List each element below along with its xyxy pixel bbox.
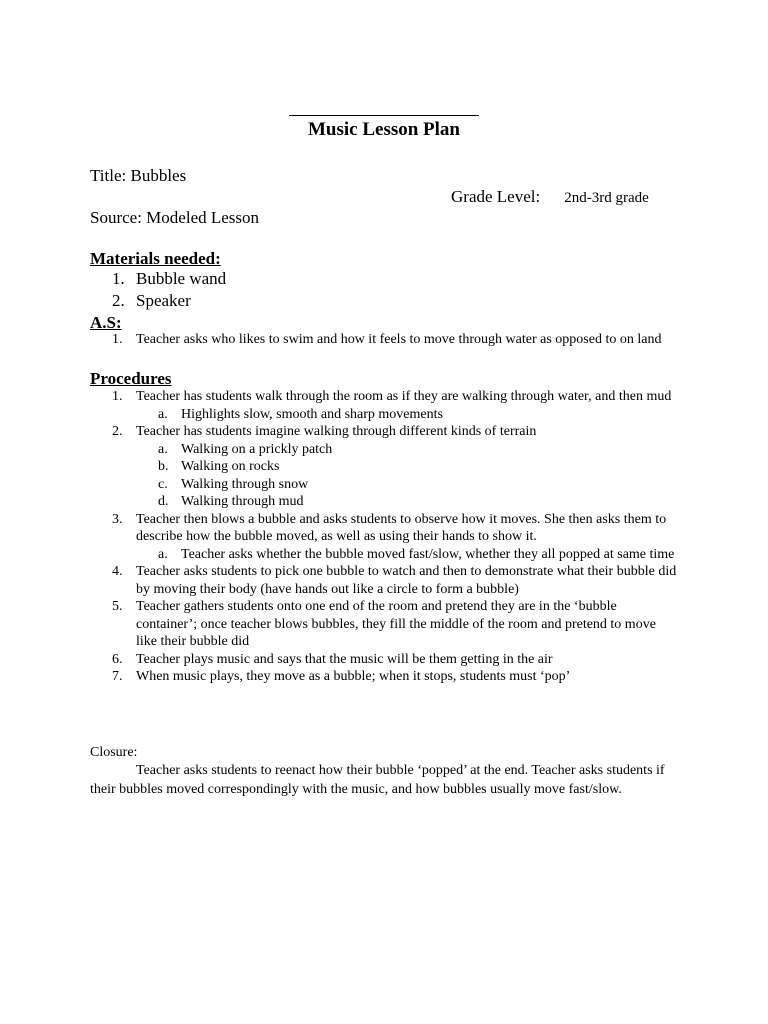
procedure-substep: a. Walking on a prickly patch — [158, 441, 333, 457]
materials-heading: Materials needed: — [90, 249, 221, 268]
as-list — [90, 331, 680, 349]
procedure-substep: a. Teacher asks whether the bubble moved fast/slow, whether they all popped at same time — [158, 546, 675, 562]
procedure-substep: b. Walking on rocks — [158, 459, 280, 474]
procedure-substep: a. Highlights slow, smooth and sharp movements — [158, 406, 443, 422]
procedure-step: 1. Teacher has students walk through the room as if they are walking through water, and then mud — [112, 389, 672, 404]
closure-paragraph: Teacher asks students to reenact how their bubble ‘popped’ at the end. Teacher asks students if their bubbles moved correspondingly with the music, and how bubbles usually move fast/slow. — [90, 763, 665, 797]
procedure-substep: c. Walking through snow — [158, 476, 309, 492]
grade-level-label: Grade Level: — [451, 187, 541, 206]
procedures-heading: Procedures — [90, 369, 172, 388]
source-line: Source: Modeled Lesson — [90, 208, 260, 227]
procedure-step: 4. Teacher asks students to pick one bubble to watch and then to demonstrate what their bubble did by moving their body (have hands out like a circle to form a bubble) — [112, 564, 677, 597]
list-item: 1. Bubble wand — [112, 269, 227, 288]
grade-level-field — [451, 187, 649, 208]
grade-level-value: 2nd-3rd grade — [564, 190, 649, 206]
closure-label: Closure: — [90, 745, 138, 760]
procedure-substep: d. Walking through mud — [158, 494, 304, 509]
page-title: Music Lesson Plan — [307, 119, 461, 140]
list-item: 1. Teacher asks who likes to swim and how it feels to move through water as opposed to on land — [112, 332, 662, 347]
as-heading: A.S: — [90, 313, 122, 332]
procedure-step: 7. When music plays, they move as a bubble; when it stops, students must ‘pop’ — [112, 669, 571, 684]
procedure-step: 6. Teacher plays music and says that the music will be them getting in the air — [112, 651, 553, 667]
lesson-title-line: Title: Bubbles — [90, 166, 187, 185]
title-rule — [289, 115, 479, 116]
procedure-step: 3. Teacher then blows a bubble and asks students to observe how it moves. She then asks them to describe how the bubble moved, as well as using their hands to show it. — [112, 511, 667, 544]
procedure-step: 2. Teacher has students imagine walking through different kinds of terrain — [112, 424, 537, 439]
materials-list — [90, 268, 690, 312]
procedure-step: 5. Teacher gathers students onto one end of the room and pretend they are in the ‘bubble container’; once teacher blows bubbles, they fill the middle of the room and pretend to move like their bubble did — [112, 599, 656, 649]
procedures-list — [90, 388, 680, 686]
list-item: 2. Speaker — [112, 291, 191, 310]
